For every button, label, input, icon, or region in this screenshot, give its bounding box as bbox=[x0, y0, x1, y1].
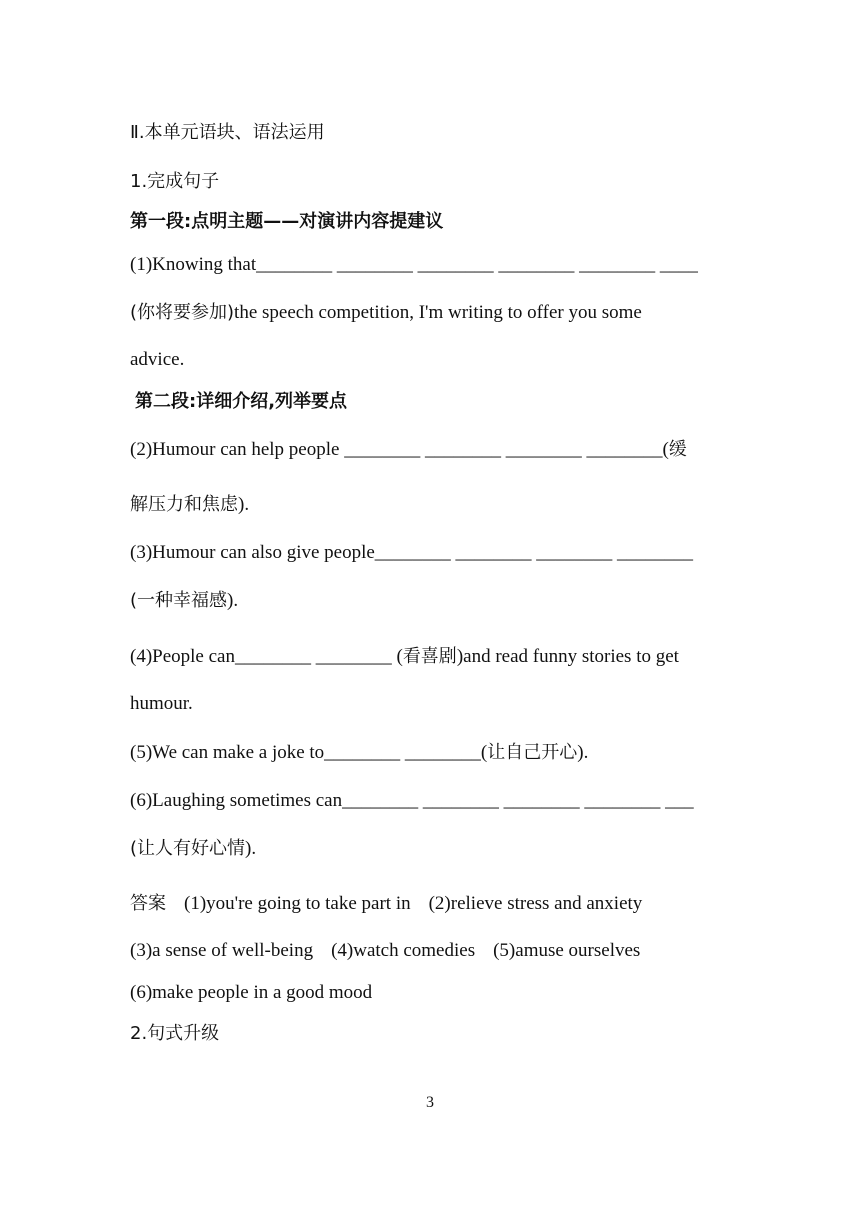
question-2-hint-start: 缓 bbox=[668, 439, 687, 460]
answer-1: (1)you're going to take part in bbox=[184, 893, 411, 914]
question-1-text: the speech competition, I'm writing to offer you some bbox=[234, 302, 642, 323]
paragraph1-heading: 第一段:点明主题——对演讲内容提建议 bbox=[130, 211, 444, 232]
question-4-text: (4)People can________ ________ ( bbox=[130, 646, 403, 667]
question-6-line-1: (6)Laughing sometimes can________ ________ ________ ________ ___ bbox=[130, 790, 694, 811]
question-5-hint: 让自己开心 bbox=[487, 742, 578, 763]
page-number: 3 bbox=[426, 1094, 434, 1111]
question-4-hint: 看喜剧 bbox=[402, 646, 457, 667]
question-3-line-2 bbox=[130, 589, 238, 613]
part1-title: 1.完成句子 bbox=[130, 171, 220, 192]
question-4-line-2: humour. bbox=[130, 693, 193, 714]
section-title: Ⅱ.本单元语块、语法运用 bbox=[130, 122, 325, 143]
answer-2: (2)relieve stress and anxiety bbox=[428, 893, 643, 914]
part2-title: 2.句式升级 bbox=[130, 1023, 220, 1044]
question-4-line-1 bbox=[130, 645, 679, 669]
paragraph2-heading: 第二段:详细介绍,列举要点 bbox=[135, 391, 348, 412]
question-4-text-end: )and read funny stories to get bbox=[456, 646, 679, 667]
question-3-close: ). bbox=[227, 590, 239, 611]
question-6-hint: (让人有好心情 bbox=[130, 838, 246, 859]
answer-5: (5)amuse ourselves bbox=[493, 940, 641, 961]
question-1-line-3: advice. bbox=[130, 349, 185, 370]
question-1-hint: (你将要参加) bbox=[130, 302, 235, 323]
question-2-close: ). bbox=[238, 494, 250, 515]
question-3-line-1: (3)Humour can also give people________ ________ ________ ________ bbox=[130, 542, 694, 563]
question-5-close: ). bbox=[577, 742, 589, 763]
question-2-line-1 bbox=[130, 438, 687, 462]
answer-label: 答案 bbox=[130, 893, 166, 914]
question-1-line-2 bbox=[130, 301, 642, 325]
answer-4: (4)watch comedies bbox=[331, 940, 476, 961]
question-2-hint-end: 解压力和焦虑 bbox=[130, 494, 238, 515]
answer-3: (3)a sense of well-being bbox=[130, 940, 314, 961]
answer-line-2 bbox=[130, 939, 640, 963]
question-2-line-2 bbox=[130, 493, 249, 517]
answer-line-1 bbox=[130, 892, 642, 916]
question-3-hint: (一种幸福感 bbox=[130, 590, 228, 611]
question-5-line-1 bbox=[130, 741, 588, 765]
question-1-line-1: (1)Knowing that________ ________ ________ ________ ________ ____ bbox=[130, 254, 698, 275]
answer-line-3: (6)make people in a good mood bbox=[130, 982, 373, 1003]
question-5-text: (5)We can make a joke to________ ________( bbox=[130, 742, 488, 763]
question-6-close: ). bbox=[245, 838, 257, 859]
question-2-text: (2)Humour can help people ________ ________ ________ ________( bbox=[130, 439, 669, 460]
question-6-line-2 bbox=[130, 837, 256, 861]
